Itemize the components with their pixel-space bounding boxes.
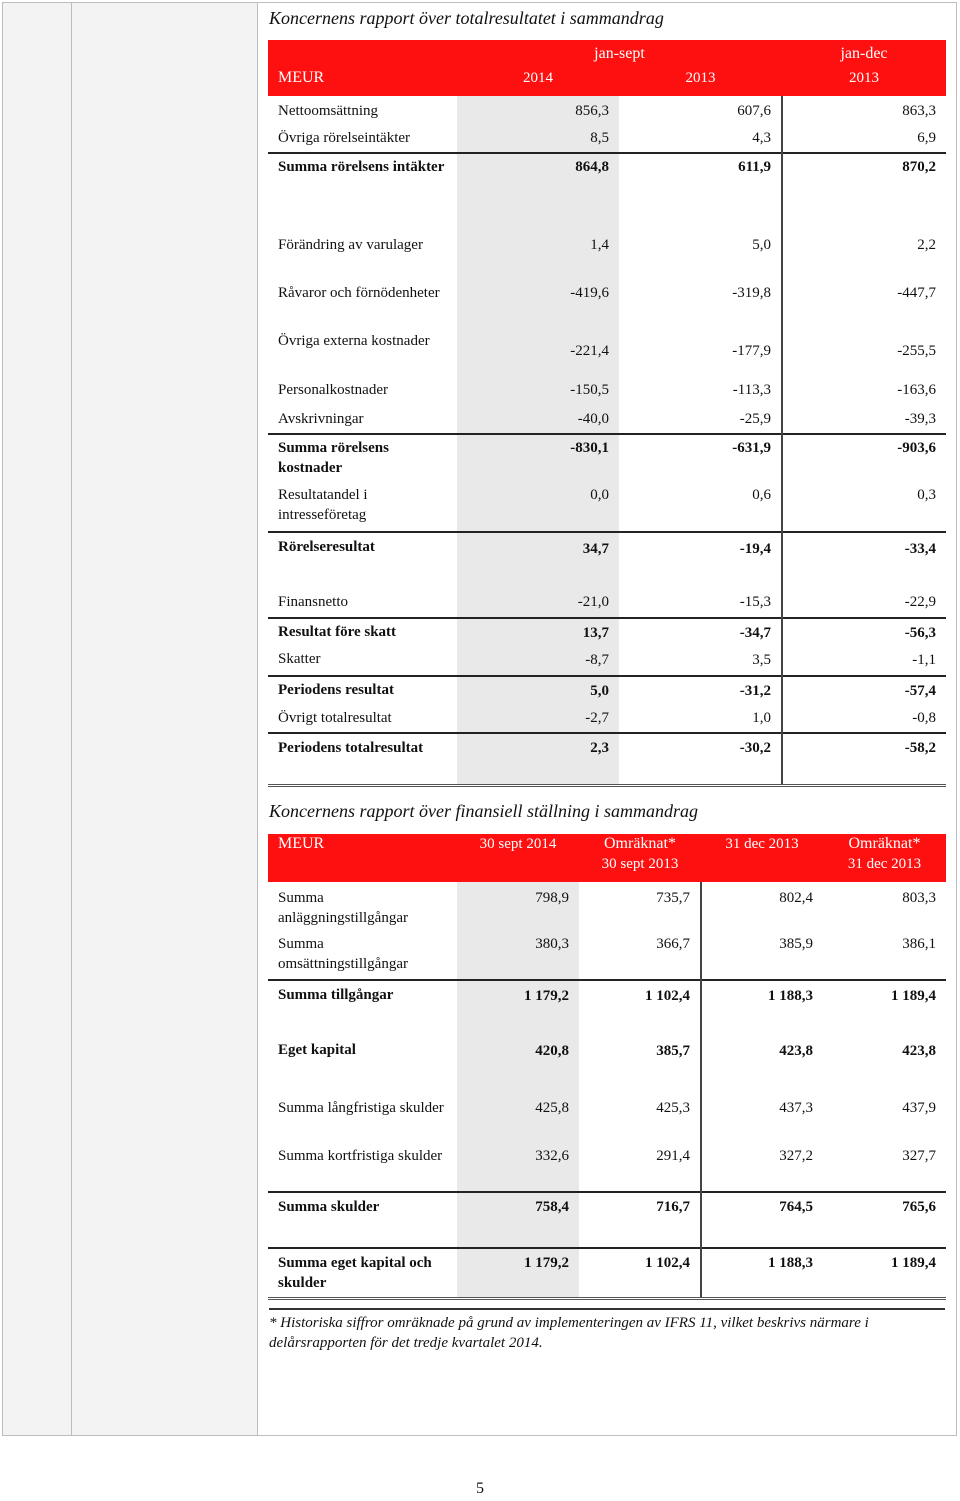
value-cell: -163,6: [897, 382, 936, 398]
header-restated-label: Omräknat*: [604, 835, 676, 852]
value-cell: 34,7: [457, 532, 619, 588]
value-cell: 2,2: [917, 237, 936, 253]
value-cell: -58,2: [782, 733, 946, 785]
value-cell: -40,0: [457, 406, 619, 434]
row-label: Summa rörelsens kostnader: [268, 434, 457, 482]
value-cell: 0,0: [457, 482, 619, 532]
value-cell: 0,3: [917, 487, 936, 503]
value-cell: -150,5: [457, 377, 619, 406]
table-row-subtotal: [268, 1192, 946, 1248]
value-cell: 716,7: [579, 1192, 701, 1248]
value-cell: -0,8: [912, 710, 936, 726]
row-label: Summa rörelsens intäkter: [268, 153, 457, 201]
value-cell: 1,0: [619, 704, 782, 733]
row-label: Övriga rörelseintäkter: [278, 130, 411, 146]
value-cell: 425,3: [579, 1094, 701, 1142]
table-row: [268, 329, 946, 377]
value-cell: 607,6: [619, 96, 782, 124]
value-cell: 802,4: [779, 890, 813, 906]
value-cell: 1,4: [457, 233, 619, 281]
table-row: [268, 1094, 946, 1142]
table-row: [268, 646, 946, 676]
row-label: Summa skulder: [268, 1192, 457, 1248]
value-cell: -21,0: [457, 588, 619, 618]
value-cell: -8,7: [457, 646, 619, 676]
value-cell: 380,3: [457, 930, 579, 980]
value-cell: 425,8: [457, 1094, 579, 1142]
row-label: Förändring av varulager: [278, 237, 423, 253]
value-cell: 611,9: [619, 153, 782, 201]
row-label: Summa tillgångar: [268, 980, 457, 1036]
value-cell: 1 189,4: [823, 1248, 946, 1298]
value-cell: -39,3: [904, 411, 936, 427]
value-cell: -34,7: [619, 618, 782, 646]
income-header-year-row: [268, 68, 946, 96]
header-meur: MEUR: [268, 68, 457, 96]
value-cell: -177,9: [619, 329, 782, 377]
balance-sheet-table: [268, 834, 946, 1300]
table-row: [268, 377, 946, 406]
footnote: * Historiska siffror omräknade på grund av implementeringen av IFRS 11, vilket beskrivs närmare i delårsrapporten för det tredje kvartalet 2014.: [269, 1315, 869, 1351]
value-cell: -255,5: [897, 343, 936, 359]
row-label: Periodens resultat: [268, 676, 457, 704]
table-row: [268, 482, 946, 532]
value-cell: 327,2: [779, 1148, 813, 1164]
table-row-subtotal: [268, 1036, 946, 1094]
table-row: [268, 704, 946, 733]
row-label: Avskrivningar: [278, 411, 364, 427]
value-cell: -221,4: [457, 329, 619, 377]
value-cell: -15,3: [619, 588, 782, 618]
value-cell: 1 188,3: [701, 1248, 823, 1298]
header-31-dec-2013: 31 dec 2013: [701, 834, 823, 882]
value-cell: 856,3: [457, 96, 619, 124]
row-label: Summa omsättningstillgångar: [278, 936, 408, 972]
table-row: [268, 930, 946, 980]
value-cell: -447,7: [897, 285, 936, 301]
header-restated-label: Omräknat*: [848, 835, 921, 852]
value-cell: -903,6: [782, 434, 946, 482]
value-cell: 1 179,2: [457, 980, 579, 1036]
income-statement-table: [268, 40, 946, 787]
value-cell: -113,3: [619, 377, 782, 406]
frame-column-divider: [71, 2, 72, 1436]
table-row-subtotal: [268, 153, 946, 201]
header-date-label: 31 dec 2013: [847, 856, 922, 872]
value-cell: -25,9: [619, 406, 782, 434]
value-cell: 1 102,4: [579, 980, 701, 1036]
value-cell: 6,9: [917, 130, 936, 146]
row-label: Rörelseresultat: [268, 532, 457, 588]
row-label: Eget kapital: [278, 1042, 356, 1058]
header-group-jan-sept: jan-sept: [457, 40, 782, 68]
value-cell: -631,9: [619, 434, 782, 482]
value-cell: -33,4: [782, 532, 946, 588]
value-cell: 1 102,4: [579, 1248, 701, 1298]
value-cell: 13,7: [457, 618, 619, 646]
value-cell: 291,4: [579, 1142, 701, 1192]
value-cell: 1 189,4: [823, 980, 946, 1036]
value-cell: 758,4: [457, 1192, 579, 1248]
table-row: [268, 281, 946, 329]
value-cell: -30,2: [619, 733, 782, 785]
table-row-subtotal: [268, 676, 946, 704]
row-label: Resultat före skatt: [268, 618, 457, 646]
balance-sheet-title: Koncernens rapport över finansiell ställning i sammandrag: [269, 801, 698, 821]
header-group-jan-dec: jan-dec: [782, 40, 946, 68]
balance-header-row: [268, 834, 946, 882]
table-row-subtotal: [268, 618, 946, 646]
value-cell: 386,1: [902, 936, 936, 952]
value-cell: 863,3: [902, 103, 936, 119]
header-year-2014: 2014: [457, 68, 619, 96]
value-cell: -2,7: [457, 704, 619, 733]
row-label: Nettoomsättning: [278, 103, 378, 119]
value-cell: -319,8: [619, 281, 782, 329]
value-cell: 4,3: [619, 124, 782, 153]
row-label: Resultatandel i intresseföretag: [278, 487, 368, 523]
header-restated-30-sept-2013: [579, 834, 701, 882]
header-30-sept-2014: 30 sept 2014: [457, 834, 579, 882]
header-year-2013-sept: 2013: [619, 68, 782, 96]
table-row-total: [268, 733, 946, 785]
table-row: [268, 882, 946, 930]
table-row-subtotal: [268, 532, 946, 588]
value-cell: -56,3: [782, 618, 946, 646]
value-cell: 327,7: [902, 1148, 936, 1164]
row-label: Summa anläggningstillgångar: [278, 890, 408, 926]
income-statement-title: Koncernens rapport över totalresultatet i sammandrag: [269, 8, 664, 28]
value-cell: 764,5: [701, 1192, 823, 1248]
value-cell: -19,4: [619, 532, 782, 588]
value-cell: 366,7: [579, 930, 701, 980]
row-label: Summa eget kapital och skulder: [268, 1248, 457, 1298]
value-cell: 5,0: [457, 676, 619, 704]
value-cell: 2,3: [457, 733, 619, 785]
value-cell: 765,6: [823, 1192, 946, 1248]
spacer-row: [268, 201, 946, 233]
table-row: [268, 406, 946, 434]
value-cell: 870,2: [782, 153, 946, 201]
row-label: Personalkostnader: [278, 382, 388, 398]
header-year-2013-dec: 2013: [782, 68, 946, 96]
value-cell: -419,6: [457, 281, 619, 329]
footnote-rule: [269, 1308, 945, 1310]
value-cell: 420,8: [457, 1036, 579, 1094]
value-cell: -830,1: [457, 434, 619, 482]
page-number: 5: [476, 1480, 484, 1497]
value-cell: 3,5: [619, 646, 782, 676]
header-date-label: 30 sept 2013: [601, 856, 679, 872]
value-cell: -57,4: [782, 676, 946, 704]
header-cell: [268, 40, 457, 68]
table-row: [268, 124, 946, 153]
header-meur: MEUR: [268, 834, 457, 882]
table-row-subtotal: [268, 980, 946, 1036]
value-cell: 385,7: [579, 1036, 701, 1094]
table-row: [268, 96, 946, 124]
value-cell: 803,3: [902, 890, 936, 906]
row-label: Råvaror och förnödenheter: [278, 285, 440, 301]
header-restated-31-dec-2013: [823, 834, 946, 882]
value-cell: -1,1: [912, 652, 936, 668]
table-row-subtotal: [268, 434, 946, 482]
value-cell: 8,5: [457, 124, 619, 153]
value-cell: 1 179,2: [457, 1248, 579, 1298]
value-cell: -31,2: [619, 676, 782, 704]
value-cell: 735,7: [579, 882, 701, 930]
value-cell: 423,8: [902, 1043, 936, 1059]
row-label: Finansnetto: [278, 594, 348, 610]
table-row: [268, 233, 946, 281]
document-content: [258, 3, 956, 1435]
value-cell: 798,9: [457, 882, 579, 930]
value-cell: 5,0: [619, 233, 782, 281]
table-row-total: [268, 1248, 946, 1298]
value-cell: -22,9: [904, 594, 936, 610]
value-cell: 437,3: [779, 1100, 813, 1116]
row-label: Summa kortfristiga skulder: [278, 1148, 443, 1164]
table-row: [268, 1142, 946, 1192]
value-cell: 864,8: [457, 153, 619, 201]
row-label: Summa långfristiga skulder: [278, 1100, 444, 1116]
row-label: Skatter: [278, 651, 321, 667]
value-cell: 1 188,3: [701, 980, 823, 1036]
row-label: Övrigt totalresultat: [278, 710, 392, 726]
row-label: Övriga externa kostnader: [278, 333, 430, 349]
row-label: Periodens totalresultat: [268, 733, 457, 785]
value-cell: 332,6: [457, 1142, 579, 1192]
value-cell: 0,6: [619, 482, 782, 532]
value-cell: 437,9: [902, 1100, 936, 1116]
income-header-group-row: [268, 40, 946, 68]
value-cell: 385,9: [779, 936, 813, 952]
value-cell: 423,8: [779, 1043, 813, 1059]
table-row: [268, 588, 946, 618]
